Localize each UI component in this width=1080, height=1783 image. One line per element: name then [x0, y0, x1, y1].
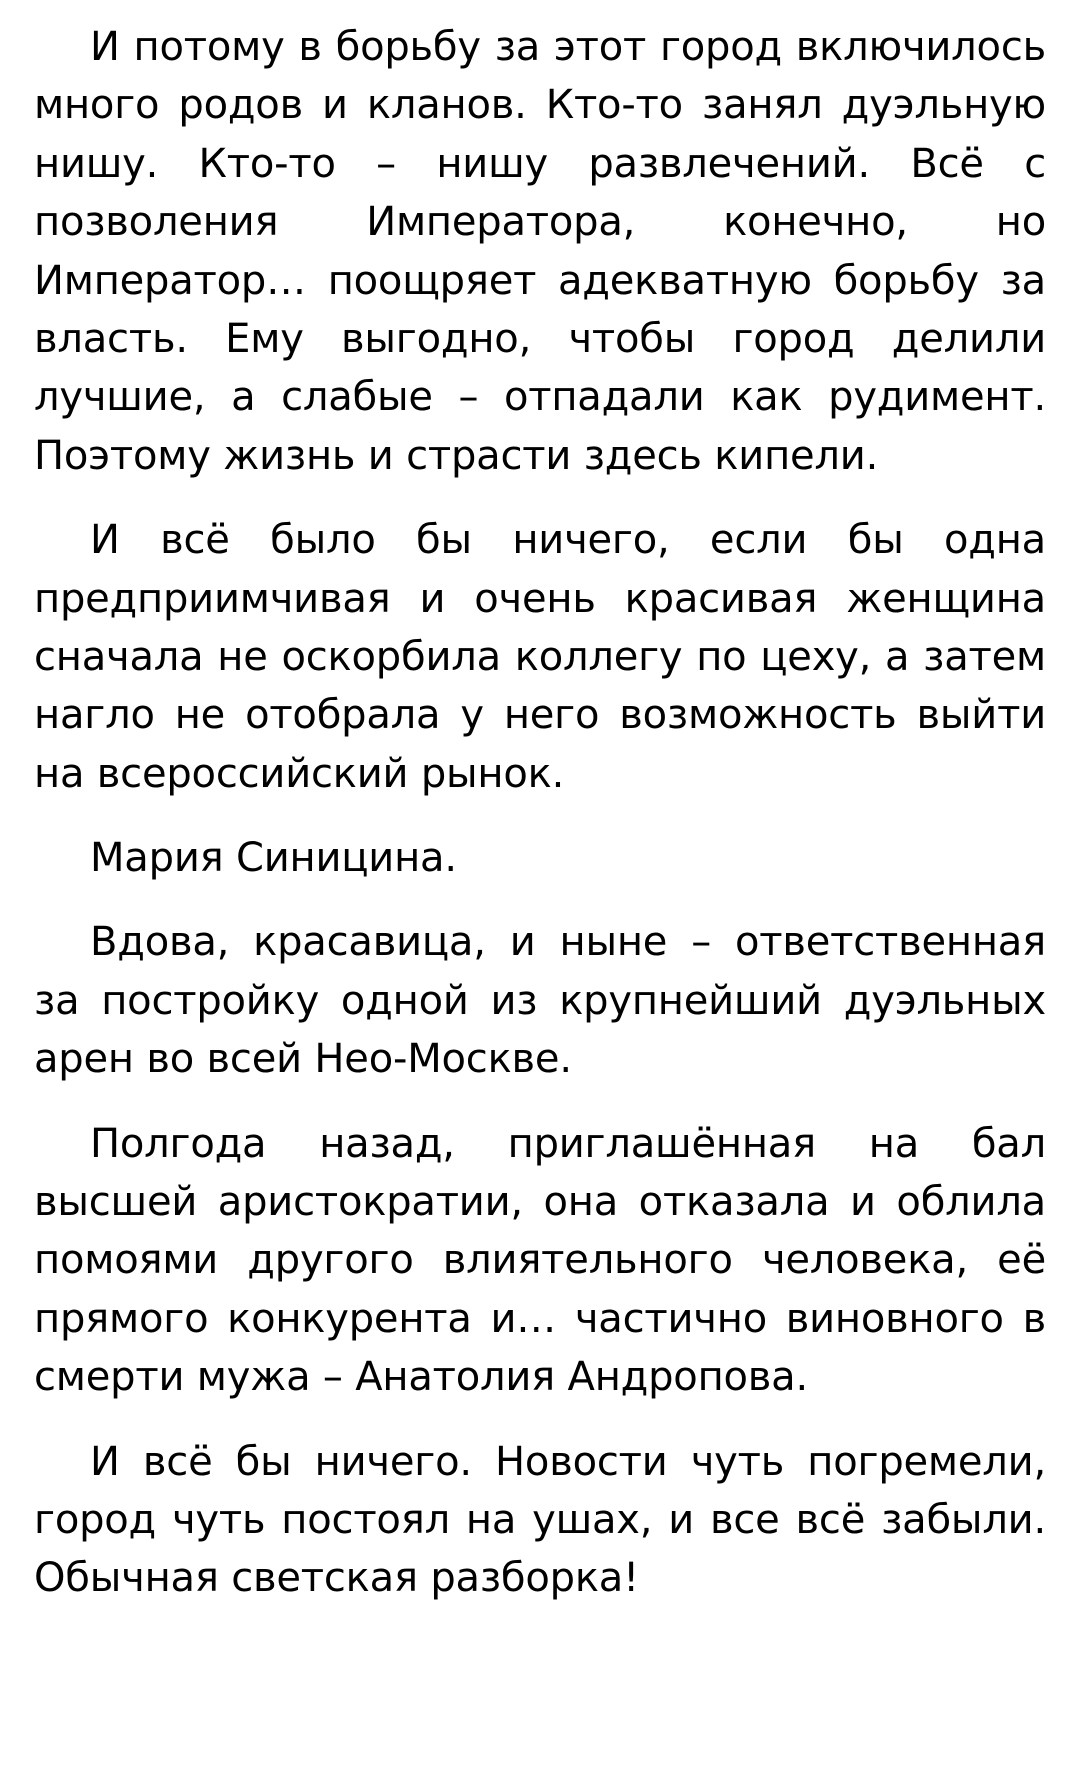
paragraph-1: И потому в борьбу за этот город включилось много родов и кланов. Кто-то занял дуэльную нишу. Кто-то – нишу развлечений. Всё с позволения Императора, конечно, но Император… поощряет адекватную борьбу за власть. Ему выгодно, чтобы город делили лучшие, а слабые – отпадали как рудимент. Поэтому жизнь и страсти здесь кипели. — [34, 24, 1046, 479]
paragraph-3: Мария Синицина. — [90, 835, 457, 882]
paragraph-2: И всё было бы ничего, если бы одна предприимчивая и очень красивая женщина сначала не оскорбила коллегу по цеху, а затем нагло не отобрала у него возможность выйти на всероссийский рынок. — [34, 517, 1046, 797]
paragraph-6: И всё бы ничего. Новости чуть погремели, город чуть постоял на ушах, и все всё забыли. Обычная светская разборка! — [34, 1438, 1046, 1602]
paragraph-5: Полгода назад, приглашённая на бал высшей аристократии, она отказала и облила помоями другого влиятельного человека, её прямого конкурента и… частично виновного в смерти мужа – Анатолия Андропова. — [34, 1120, 1046, 1401]
paragraph-4: Вдова, красавица, и ныне – ответственная за постройку одной из крупнейший дуэльных арен во всей Нео-Москве. — [34, 919, 1046, 1083]
